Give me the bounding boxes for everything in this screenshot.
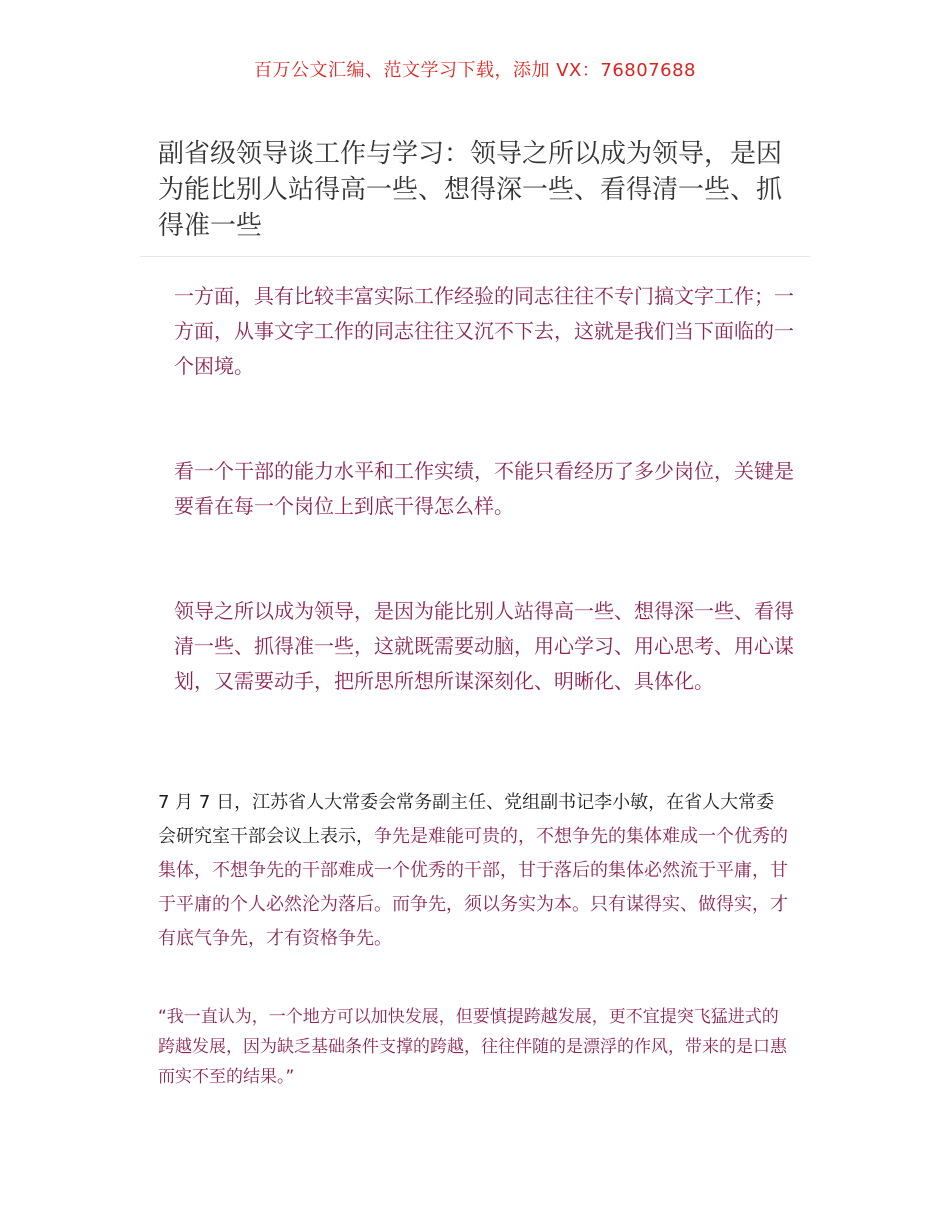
header-banner: 百万公文汇编、范文学习下载，添加 VX：76807688 [254,60,696,81]
body-paragraph-rest: 争先是难能可贵的，不想争先的集体难成一个优秀的集体，不想争先的干部难成一个优秀的干部，甘于落后的集体必然流于平庸，甘于平庸的个人必然沦为落后。而争先，须以务实为本。只有谋得实、做得实，才有底气争先，才有资格争先。 [158,826,788,949]
body-paragraph-lead: 7 月 7 日，江苏省人大常委会常务副主任、党组副书记李小敏，在省人大常委会研究室干部会议上表示， [158,792,775,847]
article-title: 副省级领导谈工作与学习：领导之所以成为领导，是因为能比别人站得高一些、想得深一些、看得清一些、抓得准一些 [158,139,783,241]
quote-paragraph-1: 一方面，具有比较丰富实际工作经验的同志往往不专门搞文字工作；一方面，从事文字工作的同志往往又沉不下去，这就是我们当下面临的一个困境。 [174,284,794,378]
quote-paragraph-3: 领导之所以成为领导，是因为能比别人站得高一些、想得深一些、看得清一些、抓得准一些，这就既需要动脑，用心学习、用心思考、用心谋划，又需要动手，把所思所想所谋深刻化、明晰化、具体化。 [174,599,794,693]
title-divider [140,256,810,257]
body-paragraph [158,786,788,956]
quote-paragraph-2: 看一个干部的能力水平和工作实绩，不能只看经历了多少岗位，关键是要看在每一个岗位上到底干得怎么样。 [174,459,794,518]
closing-quote: “我一直认为，一个地方可以加快发展，但要慎提跨越发展，更不宜提突飞猛进式的跨越发展，因为缺乏基础条件支撑的跨越，往往伴随的是漂浮的作风，带来的是口惠而实不至的结果。” [158,1007,787,1087]
